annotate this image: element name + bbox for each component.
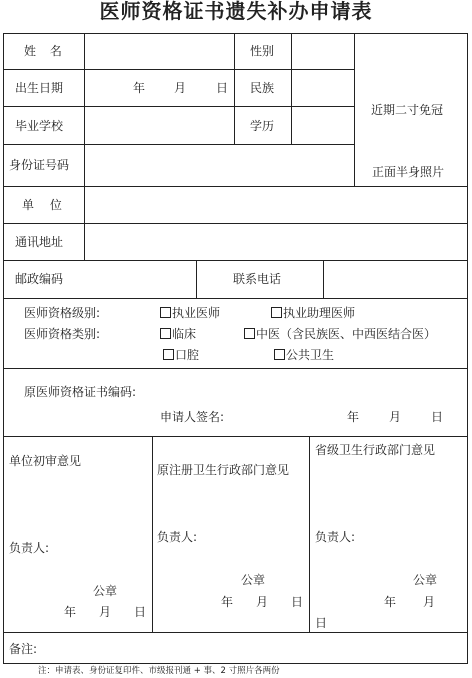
category-option-dental[interactable]: 口腔 [163,348,199,362]
border-left [3,33,4,664]
address-label: 通讯地址 [15,235,64,249]
col-line-opinion-2 [309,436,310,632]
checkbox-icon[interactable] [274,349,285,360]
border-bottom [3,663,468,664]
photo-instruction-line2: 正面半身照片 [372,165,445,179]
birth-month-label: 月 [174,81,187,95]
provincial-dept-seal: 公章 [413,573,438,587]
checkbox-icon[interactable] [163,349,174,360]
col-line-postal-2 [323,260,324,298]
signature-month-label: 月 [389,410,402,424]
unit-review-month: 月 [99,605,112,619]
registration-dept-day: 日 [291,595,304,609]
unit-review-year: 年 [64,605,77,619]
row-line-9 [3,436,468,437]
unit-review-responsible: 负责人: [9,541,50,555]
row-line-5 [3,223,468,224]
ethnicity-label: 民族 [250,81,275,95]
col-line-opinion-1 [152,436,153,632]
provincial-dept-responsible: 负责人: [315,530,356,544]
provincial-dept-day: 日 [315,616,328,630]
provincial-dept-title: 省级卫生行政部门意见 [315,443,436,457]
registration-dept-month: 月 [256,595,269,609]
provincial-dept-month: 月 [423,595,436,609]
footnote: 注：申请表、身份证复印件、市级报刊通 + 事、2 寸照片各两份 [38,666,280,676]
registration-dept-title: 原注册卫生行政部门意见 [157,463,290,477]
qualification-category-label: 医师资格类别: [24,327,101,341]
registration-dept-year: 年 [221,595,234,609]
birth-year-label: 年 [133,81,146,95]
checkbox-icon[interactable] [160,328,171,339]
registration-dept-responsible: 负责人: [157,530,198,544]
signature-year-label: 年 [347,410,360,424]
col-line-middle [234,33,235,144]
level-option-assistant-physician[interactable]: 执业助理医师 [271,306,355,320]
col-line-photo [354,33,355,186]
postal-code-label: 邮政编码 [15,272,64,286]
id-number-label: 身份证号码 [9,158,70,172]
row-line-3 [3,144,354,145]
photo-instruction-line1: 近期二寸免冠 [371,103,444,117]
border-top [3,33,468,34]
row-line-1 [3,69,354,70]
category-option-public-health[interactable]: 公共卫生 [274,348,334,362]
checkbox-icon[interactable] [160,307,171,318]
remarks-label: 备注: [9,642,38,656]
border-right [467,33,468,664]
col-line-label [84,33,85,260]
row-line-8 [3,368,468,369]
applicant-signature-label: 申请人签名: [160,410,225,424]
level-option-physician[interactable]: 执业医师 [160,306,220,320]
row-line-10 [3,632,468,633]
provincial-dept-year: 年 [384,595,397,609]
category-option-tcm[interactable]: 中医（含民族医、中西医结合医） [244,327,436,341]
work-unit-label: 单 位 [22,198,68,212]
unit-review-day: 日 [134,605,147,619]
row-line-7 [3,298,468,299]
original-cert-label: 原医师资格证书编码: [24,385,137,399]
qualification-level-label: 医师资格级别: [24,306,101,320]
category-option-clinical[interactable]: 临床 [160,327,196,341]
birth-day-label: 日 [216,81,229,95]
row-line-6 [3,260,468,261]
checkbox-icon[interactable] [244,328,255,339]
row-line-4 [3,186,468,187]
registration-dept-seal: 公章 [241,573,266,587]
form-title: 医师资格证书遗失补办申请表 [99,0,373,23]
school-label: 毕业学校 [15,119,64,133]
col-line-right-label [291,33,292,144]
checkbox-icon[interactable] [271,307,282,318]
birth-date-label: 出生日期 [15,81,64,95]
row-line-2 [3,106,354,107]
education-label: 学历 [250,119,275,133]
phone-label: 联系电话 [233,272,282,286]
gender-label: 性别 [250,44,275,58]
signature-day-label: 日 [431,410,444,424]
unit-review-seal: 公章 [93,584,118,598]
name-label: 姓 名 [24,44,67,58]
col-line-postal-1 [196,260,197,298]
unit-review-title: 单位初审意见 [9,454,82,468]
